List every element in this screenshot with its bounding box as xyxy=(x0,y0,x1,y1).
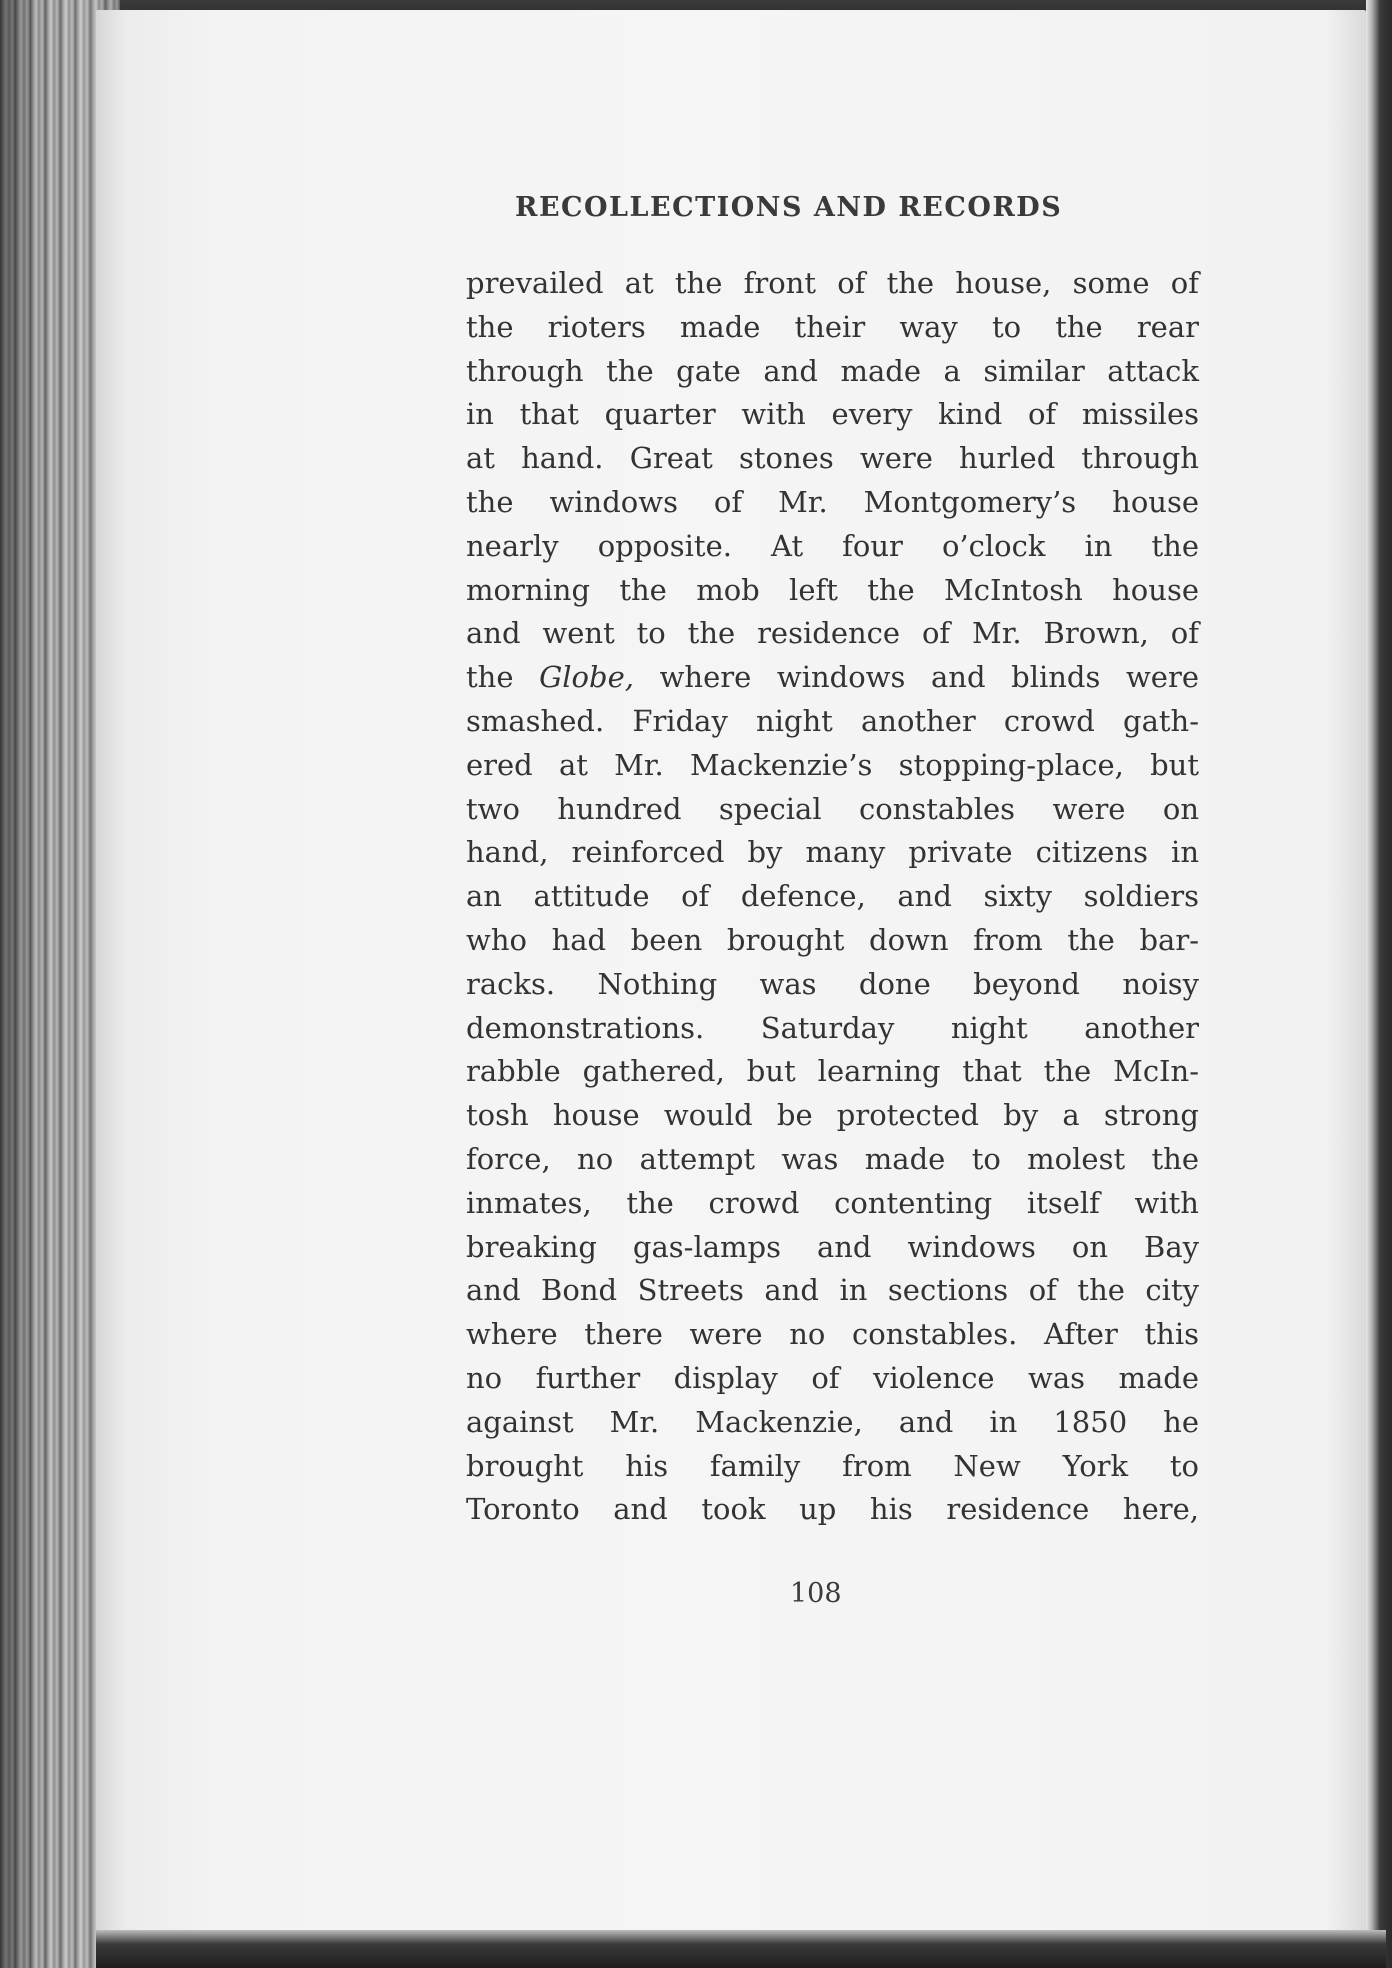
text-line: tosh house would be protected by a strong xyxy=(466,1098,1199,1133)
text-line: at hand. Great stones were hurled through xyxy=(466,441,1199,476)
page-number: 108 xyxy=(790,1578,842,1609)
text-line: no further display of violence was made xyxy=(466,1360,1199,1395)
text-line: prevailed at the front of the house, some of xyxy=(466,266,1199,300)
text-line: inmates, the crowd contenting itself with xyxy=(466,1185,1199,1220)
text-line: where there were no constables. After this xyxy=(466,1317,1199,1352)
text-line: in that quarter with every kind of missiles xyxy=(466,397,1199,432)
text-line: rabble gathered, but learning that the McIn- xyxy=(466,1054,1199,1089)
right-page-edge xyxy=(1366,0,1392,1968)
text-line: ered at Mr. Mackenzie’s stopping-place, but xyxy=(466,747,1199,782)
page-bottom-shadow xyxy=(96,1930,1386,1968)
text-line: and Bond Streets and in sections of the city xyxy=(466,1273,1199,1308)
text-line: smashed. Friday night another crowd gath- xyxy=(466,703,1199,738)
text-line: breaking gas-lamps and windows on Bay xyxy=(466,1229,1199,1264)
text-line: morning the mob left the McIntosh house xyxy=(466,572,1199,607)
text-line: brought his family from New York to xyxy=(466,1448,1199,1483)
text-line: through the gate and made a similar attack xyxy=(466,353,1199,388)
newspaper-title: Globe, xyxy=(539,660,634,695)
text-line: force, no attempt was made to molest the xyxy=(466,1141,1199,1176)
text-line xyxy=(466,656,1199,700)
text-segment: where windows and blinds were xyxy=(633,660,1199,695)
text-line: the rioters made their way to the rear xyxy=(466,309,1199,344)
text-line: hand, reinforced by many private citizens in xyxy=(466,835,1199,870)
text-line: who had been brought down from the bar- xyxy=(466,922,1199,957)
text-line: Toronto and took up his residence here, xyxy=(466,1492,1199,1527)
text-segment: the xyxy=(466,660,540,695)
text-line: against Mr. Mackenzie, and in 1850 he xyxy=(466,1404,1199,1439)
text-line: and went to the residence of Mr. Brown, of xyxy=(466,616,1199,651)
running-head: RECOLLECTIONS AND RECORDS xyxy=(515,192,1063,223)
text-line: an attitude of defence, and sixty soldiers xyxy=(466,879,1199,914)
text-line: the windows of Mr. Montgomery’s house xyxy=(466,484,1199,519)
text-line: racks. Nothing was done beyond noisy xyxy=(466,966,1199,1001)
text-line: demonstrations. Saturday night another xyxy=(466,1010,1199,1045)
body-text xyxy=(466,262,1199,1532)
text-line: two hundred special constables were on xyxy=(466,791,1199,826)
text-line: nearly opposite. At four o’clock in the xyxy=(466,528,1199,563)
